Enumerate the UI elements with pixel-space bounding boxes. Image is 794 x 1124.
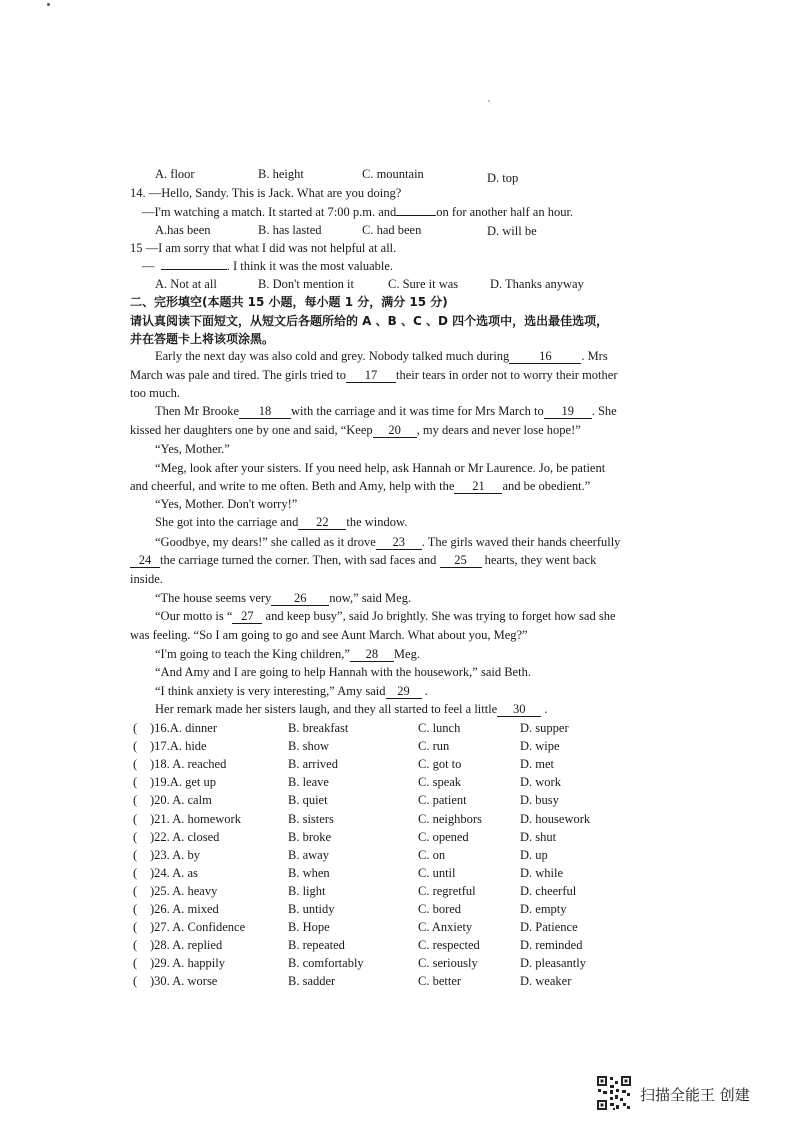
watermark-text: 扫描全能王 创建	[640, 1086, 750, 1104]
answer-paren: (	[133, 830, 138, 844]
answer-blank	[161, 269, 227, 270]
question-reply	[142, 258, 393, 274]
blank-20: 20	[373, 423, 417, 438]
option-a: )27. A. Confidence	[150, 920, 246, 934]
blank-17: 17	[346, 368, 396, 383]
passage-line: March was pale and tired. The girls tried to 17 their tears in order not to worry their mother	[130, 368, 618, 382]
option-d: D. reminded	[520, 938, 583, 952]
passage-line: “And Amy and I are going to help Hannah with the housework,” said Beth.	[155, 665, 531, 679]
answer-paren: (	[133, 793, 138, 807]
passage-line: was feeling. “So I am going to go and see Aunt March. What about you, Meg?”	[130, 628, 528, 642]
blank-19: 19	[544, 404, 592, 419]
option-a: A.has been	[155, 223, 211, 237]
option-c: C. Anxiety	[418, 920, 473, 934]
passage-line: “Goodbye, my dears!” she called as it drove 23 . The girls waved their hands cheerfully	[155, 535, 621, 549]
option-b: B. comfortably	[288, 956, 364, 970]
option-d: D. while	[520, 866, 564, 880]
option-c: C. until	[418, 866, 456, 880]
option-d: D. up	[520, 848, 548, 862]
passage-line: Her remark made her sisters laugh, and they all started to feel a little 30 .	[155, 702, 548, 716]
option-d: D. top	[487, 171, 519, 185]
option-c: C. opened	[418, 830, 469, 844]
passage-line: “Our motto is “ 27 and keep busy”, said Jo brightly. She was trying to forget how sad she	[155, 609, 616, 623]
option-d: D. cheerful	[520, 884, 577, 898]
option-a: )16.A. dinner	[150, 721, 217, 735]
answer-paren: (	[133, 956, 138, 970]
section-instructions: 并在答题卡上将该项涂黑。	[130, 332, 275, 346]
blank-22: 22	[298, 515, 346, 530]
option-d: D. supper	[520, 721, 569, 735]
passage-line: too much.	[130, 386, 180, 400]
option-b: B. breakfast	[288, 721, 349, 735]
option-b: B. show	[288, 739, 329, 753]
answer-paren: (	[133, 721, 138, 735]
answer-paren: (	[133, 884, 138, 898]
blank-23: 23	[376, 535, 422, 550]
option-b: B. untidy	[288, 902, 335, 916]
scan-speck	[488, 100, 490, 102]
blank-24: 24	[130, 553, 160, 568]
option-d: D. empty	[520, 902, 567, 916]
answer-paren: (	[133, 866, 138, 880]
passage-line: “Yes, Mother.”	[155, 442, 230, 456]
option-d: D. weaker	[520, 974, 572, 988]
answer-paren: (	[133, 775, 138, 789]
option-d: D. Thanks anyway	[490, 277, 584, 291]
option-c: C. regretful	[418, 884, 476, 898]
option-c: C. patient	[418, 793, 467, 807]
option-b: B. height	[258, 167, 304, 181]
option-c: C. run	[418, 739, 450, 753]
scan-speck	[47, 3, 50, 6]
question-prompt: 14. —Hello, Sandy. This is Jack. What are you doing?	[130, 186, 402, 200]
option-a: )22. A. closed	[150, 830, 220, 844]
option-a: )21. A. homework	[150, 812, 241, 826]
option-a: )25. A. heavy	[150, 884, 218, 898]
passage-line: kissed her daughters one by one and said, “Keep 20 , my dears and never lose hope!”	[130, 423, 581, 437]
answer-paren: (	[133, 848, 138, 862]
option-c: C. Sure it was	[388, 277, 459, 291]
option-a: )28. A. replied	[150, 938, 223, 952]
answer-blank	[396, 215, 436, 216]
passage-line: Then Mr Brooke 18 with the carriage and it was time for Mrs March to 19 . She	[155, 404, 617, 418]
option-a: )20. A. calm	[150, 793, 212, 807]
option-a: )29. A. happily	[150, 956, 225, 970]
option-b: B. quiet	[288, 793, 328, 807]
passage-line: Early the next day was also cold and grey. Nobody talked much during 16 . Mrs	[155, 349, 608, 363]
question-prompt: 15 —I am sorry that what I did was not helpful at all.	[130, 241, 397, 255]
passage-line: inside.	[130, 572, 163, 586]
option-d: D. met	[520, 757, 555, 771]
option-c: C. speak	[418, 775, 462, 789]
option-b: B. sadder	[288, 974, 336, 988]
option-b: B. broke	[288, 830, 332, 844]
answer-paren: (	[133, 920, 138, 934]
blank-25: 25	[440, 553, 482, 568]
option-a: )30. A. worse	[150, 974, 218, 988]
option-d: D. pleasantly	[520, 956, 586, 970]
option-a: A. floor	[155, 167, 195, 181]
option-c: C. seriously	[418, 956, 478, 970]
option-c: C. had been	[362, 223, 422, 237]
option-a: )26. A. mixed	[150, 902, 219, 916]
option-a: A. Not at all	[155, 277, 217, 291]
option-d: D. wipe	[520, 739, 560, 753]
option-c: C. mountain	[362, 167, 424, 181]
qr-code-icon	[596, 1075, 632, 1111]
passage-line: “Yes, Mother. Don't worry!”	[155, 497, 298, 511]
answer-paren: (	[133, 938, 138, 952]
option-a: )23. A. by	[150, 848, 200, 862]
option-c: C. got to	[418, 757, 462, 771]
blank-29: 29	[386, 684, 422, 699]
option-b: B. arrived	[288, 757, 338, 771]
option-c: C. respected	[418, 938, 480, 952]
blank-27: 27	[232, 609, 262, 624]
section-heading: 二、完形填空(本题共 15 小题，每小题 1 分，满分 15 分)	[130, 295, 448, 309]
blank-30: 30	[497, 702, 541, 717]
option-a: )24. A. as	[150, 866, 198, 880]
passage-line: “The house seems very 26 now,” said Meg.	[155, 591, 412, 605]
answer-paren: (	[133, 974, 138, 988]
option-d: D. shut	[520, 830, 557, 844]
blank-28: 28	[350, 647, 394, 662]
option-d: D. housework	[520, 812, 591, 826]
blank-21: 21	[454, 479, 502, 494]
option-c: C. lunch	[418, 721, 461, 735]
option-a: )17.A. hide	[150, 739, 207, 753]
reply-text: . I think it was the most valuable.	[226, 259, 394, 273]
option-d: D. busy	[520, 793, 559, 807]
option-c: C. bored	[418, 902, 462, 916]
answer-paren: (	[133, 812, 138, 826]
option-b: B. when	[288, 866, 330, 880]
blank-16: 16	[509, 349, 581, 364]
option-c: C. on	[418, 848, 446, 862]
option-d: D. work	[520, 775, 561, 789]
option-b: B. has lasted	[258, 223, 322, 237]
blank-18: 18	[239, 404, 291, 419]
option-b: B. repeated	[288, 938, 345, 952]
answer-paren: (	[133, 757, 138, 771]
option-a: )18. A. reached	[150, 757, 227, 771]
passage-line: “Meg, look after your sisters. If you need help, ask Hannah or Mr Laurence. Jo, be patient	[155, 461, 606, 475]
option-b: B. light	[288, 884, 326, 898]
option-b: B. away	[288, 848, 329, 862]
reply-dash: —	[142, 259, 155, 273]
option-d: D. will be	[487, 224, 537, 238]
blank-26: 26	[271, 591, 329, 606]
answer-paren: (	[133, 739, 138, 753]
option-c: C. better	[418, 974, 462, 988]
option-b: B. Don't mention it	[258, 277, 355, 291]
passage-line: 24 the carriage turned the corner. Then, with sad faces and 25 hearts, they went back	[130, 552, 596, 568]
option-b: B. sisters	[288, 812, 334, 826]
answer-paren: (	[133, 902, 138, 916]
passage-line: “I'm going to teach the King children,” 28 Meg.	[155, 647, 420, 661]
reply-text: —I'm watching a match. It started at 7:00 p.m. and	[142, 205, 397, 219]
option-a: )19.A. get up	[150, 775, 216, 789]
option-b: B. leave	[288, 775, 329, 789]
passage-line: and cheerful, and write to me often. Beth and Amy, help with the 21 and be obedient.”	[130, 479, 591, 493]
question-reply	[142, 204, 573, 220]
option-b: B. Hope	[288, 920, 330, 934]
reply-text: on for another half an hour.	[436, 205, 574, 219]
option-c: C. neighbors	[418, 812, 482, 826]
option-d: D. Patience	[520, 920, 578, 934]
passage-line: She got into the carriage and 22 the window.	[155, 515, 408, 529]
passage-line: “I think anxiety is very interesting,” Amy said 29 .	[155, 684, 428, 698]
section-instructions: 请认真阅读下面短文，从短文后各题所给的 A 、B 、C 、D 四个选项中，选出最佳选项，	[130, 314, 609, 328]
